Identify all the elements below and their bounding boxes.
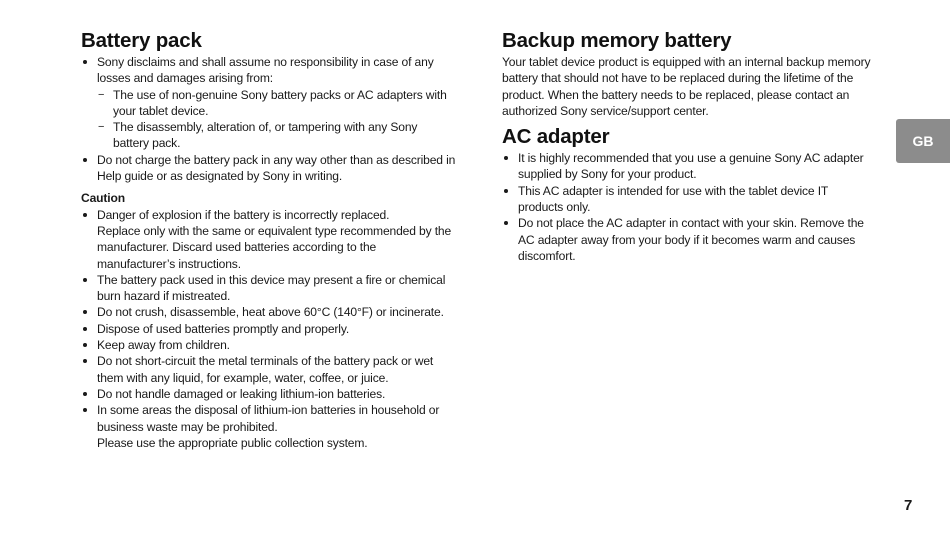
list-item [81,207,456,272]
ac-adapter-heading: AC adapter [502,125,610,149]
caution-text: Please use the appropriate public collection system. [97,435,368,450]
list-item: Do not short-circuit the metal terminals of the battery pack or wet them with any liquid, for example, water, coffee, or juice. [81,353,456,386]
list-item: Do not place the AC adapter in contact with your skin. Remove the AC adapter away from your body if it becomes warm and causes discomfort. [502,215,874,264]
list-item [81,402,456,451]
caution-list [81,207,456,451]
sublist-item: − The use of non-genuine Sony battery packs or AC adapters with your tablet device. [97,87,456,120]
battery-pack-heading: Battery pack [81,29,202,52]
caution-text: Replace only with the same or equivalent type recommended by the manufacturer. Discard used batteries according to the manufacturer’s instructions. [97,223,452,271]
ac-adapter-list [502,150,874,264]
list-item: This AC adapter is intended for use with the tablet device IT products only. [502,183,874,216]
caution-text: In some areas the disposal of lithium-ion batteries in household or business waste may be prohibited. [97,403,440,434]
list-item: Do not charge the battery pack in any way other than as described in Help guide or as designated by Sony in writing. [81,152,456,185]
disclaimer-sublist [97,87,456,152]
list-item: Do not handle damaged or leaking lithium-ion batteries. [81,386,456,402]
sublist-item: − The disassembly, alteration of, or tampering with any Sony battery pack. [97,119,456,152]
language-tab: GB [896,119,950,163]
list-item: The battery pack used in this device may present a fire or chemical burn hazard if mistreated. [81,272,456,305]
list-item [81,54,456,152]
backup-battery-text: Your tablet device product is equipped with an internal backup memory battery that should not have to be replaced during the lifetime of the product. When the battery needs to be replaced, please contact an authorized Sony service/support center. [502,55,871,118]
list-item: Keep away from children. [81,337,456,353]
right-column [502,28,874,264]
caution-label: Caution [81,191,125,206]
page-number: 7 [904,497,913,514]
battery-pack-section [81,28,456,451]
list-item: It is highly recommended that you use a genuine Sony AC adapter supplied by Sony for your product. [502,150,874,183]
list-item: Dispose of used batteries promptly and properly. [81,321,456,337]
caution-text: Danger of explosion if the battery is incorrectly replaced. [97,207,390,222]
backup-battery-heading: Backup memory battery [502,29,732,52]
battery-pack-list [81,54,456,184]
list-item: Do not crush, disassemble, heat above 60°C (140°F) or incinerate. [81,304,456,320]
disclaimer-text: Sony disclaims and shall assume no responsibility in case of any losses and damages arising from: [97,55,434,86]
